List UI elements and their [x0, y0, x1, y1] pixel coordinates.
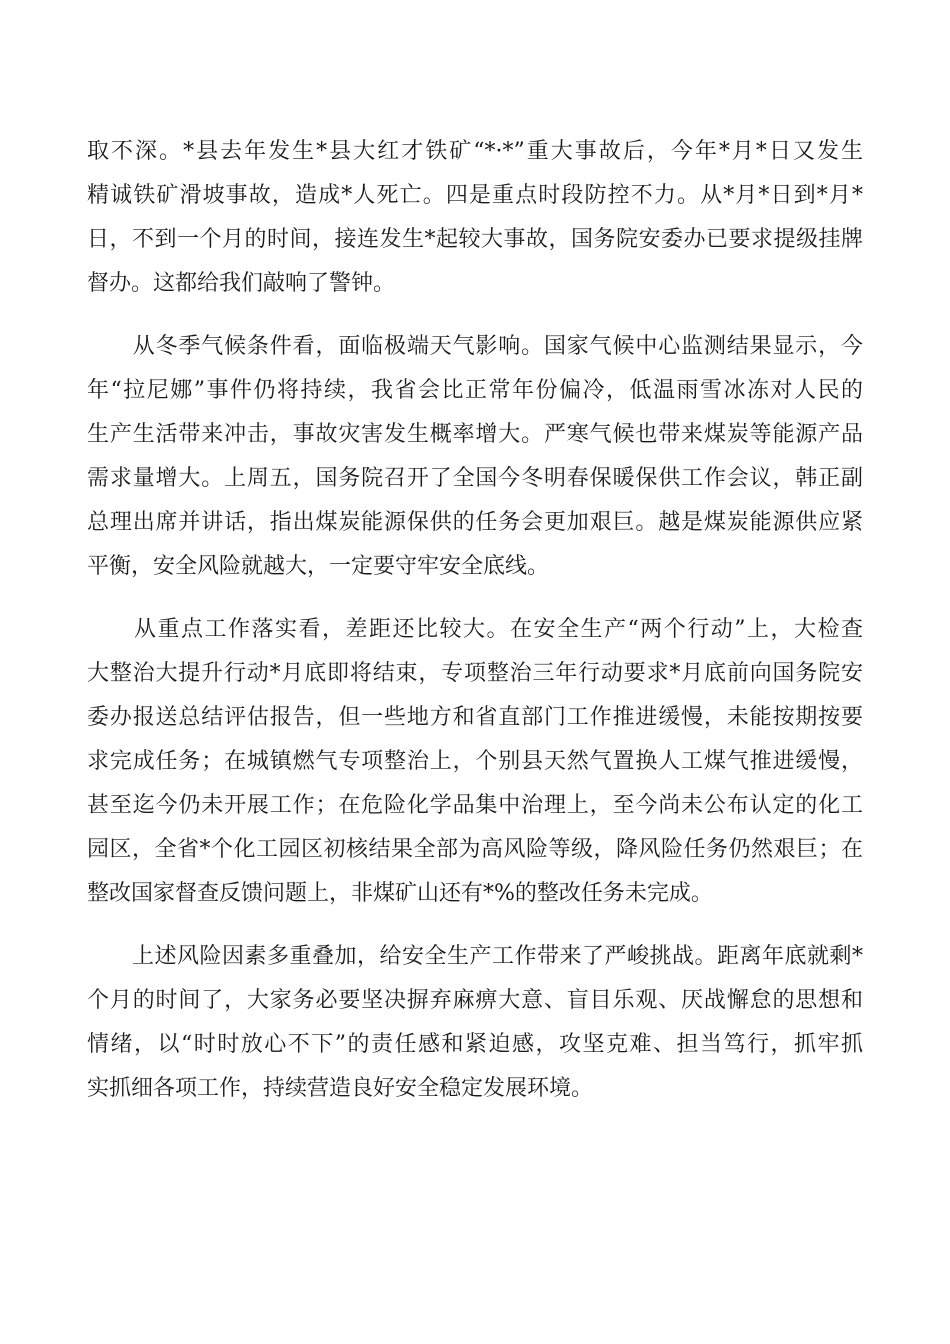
- text-line: 取不深。*县去年发生*县大红才铁矿“*·*”重大事故后，今年*月*日又发生: [87, 139, 863, 164]
- text-line: 需求量增大。上周五，国务院召开了全国今冬明春保暖保供工作会议，韩正副: [87, 466, 863, 491]
- paragraph-winter-climate: [87, 325, 863, 589]
- text-line: 上述风险因素多重叠加，给安全生产工作带来了严峻挑战。距离年底就剩*: [87, 944, 863, 969]
- text-line: 从冬季气候条件看，面临极端天气影响。国家气候中心监测结果显示，今: [87, 334, 863, 359]
- paragraph-conclusion: [87, 935, 863, 1111]
- text-line: 督办。这都给我们敲响了警钟。: [87, 271, 396, 296]
- text-line: 精诚铁矿滑坡事故，造成*人死亡。四是重点时段防控不力。从*月*日到*月*: [87, 183, 863, 208]
- text-line: 大整治大提升行动*月底即将结束，专项整治三年行动要求*月底前向国务院安: [87, 661, 863, 686]
- text-line: 平衡，安全风险就越大，一定要守牢安全底线。: [87, 554, 550, 579]
- paragraph-accident-summary: [87, 130, 863, 306]
- document-body: [87, 130, 863, 1130]
- text-line: 委办报送总结评估报告，但一些地方和省直部门工作推进缓慢，未能按期按要: [87, 705, 863, 730]
- text-line: 日，不到一个月的时间，接连发生*起较大事故，国务院安委办已要求提级挂牌: [87, 227, 863, 252]
- text-line: 实抓细各项工作，持续营造良好安全稳定发展环境。: [87, 1076, 594, 1101]
- paragraph-key-work: [87, 608, 863, 916]
- text-line: 从重点工作落实看，差距还比较大。在安全生产“两个行动”上，大检查: [87, 617, 863, 642]
- text-line: 园区，全省*个化工园区初核结果全部为高风险等级，降风险任务仍然艰巨；在: [87, 837, 863, 862]
- text-line: 求完成任务；在城镇燃气专项整治上，个别县天然气置换人工煤气推进缓慢，: [87, 749, 863, 774]
- text-line: 甚至迄今仍未开展工作；在危险化学品集中治理上，至今尚未公布认定的化工: [87, 793, 863, 818]
- text-line: 生产生活带来冲击，事故灾害发生概率增大。严寒气候也带来煤炭等能源产品: [87, 422, 863, 447]
- text-line: 个月的时间了，大家务必要坚决摒弃麻痹大意、盲目乐观、厌战懈怠的思想和: [87, 988, 863, 1013]
- text-line: 总理出席并讲话，指出煤炭能源保供的任务会更加艰巨。越是煤炭能源供应紧: [87, 510, 863, 535]
- text-line: 年“拉尼娜”事件仍将持续，我省会比正常年份偏冷，低温雨雪冰冻对人民的: [87, 378, 863, 403]
- text-line: 整改国家督查反馈问题上，非煤矿山还有*%的整改任务未完成。: [87, 881, 713, 906]
- text-line: 情绪，以“时时放心不下”的责任感和紧迫感，攻坚克难、担当笃行，抓牢抓: [87, 1032, 863, 1057]
